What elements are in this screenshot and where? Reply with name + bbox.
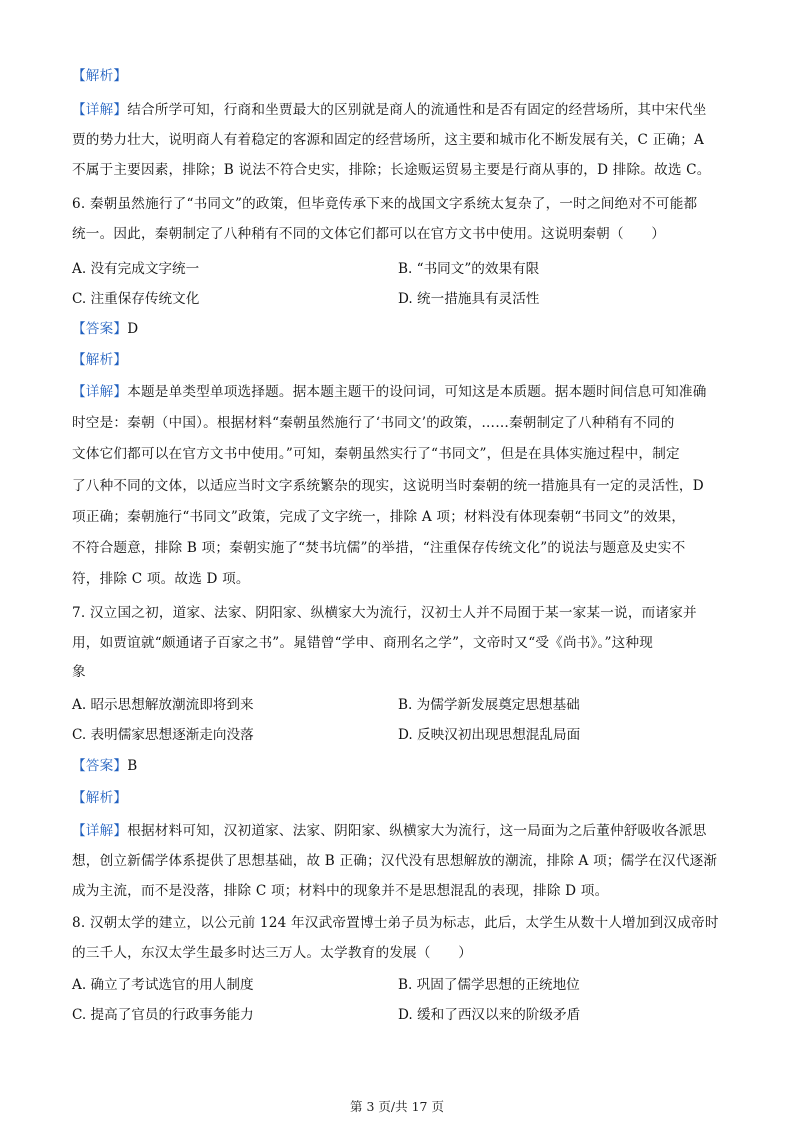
detail-line: 不符合题意，排除 B 项；秦朝实施了“焚书坑儒”的举措，“注重保存传统文化”的说法与题意及史实不 — [72, 540, 686, 556]
answer-tag: 【答案】 — [72, 758, 128, 774]
question-stem: 统一。因此，秦朝制定了八种稍有不同的文体它们都可以在官方文书中使用。这说明秦朝（ ） — [72, 226, 666, 242]
detail-line: 想，创立新儒学体系提供了思想基础，故 B 正确；汉代没有思想解放的潮流，排除 A 项；儒学在汉代逐渐 — [72, 853, 718, 869]
answer-tag: 【答案】 — [72, 321, 128, 337]
detail-tag: 【详解】 — [72, 384, 128, 400]
option-a: A. 确立了考试选官的用人制度 — [72, 977, 254, 993]
detail-line: 了八种不同的文体，以适应当时文字系统繁杂的现实，这说明当时秦朝的统一措施具有一定的灵活性，D — [72, 478, 704, 494]
question-stem: 7. 汉立国之初，道家、法家、阴阳家、纵横家大为流行，汉初士人并不局囿于某一家某一说，而诸家并 — [72, 605, 697, 621]
detail-line: 贾的势力壮大，说明商人有着稳定的客源和固定的经营场所，这主要和城市化不断发展有关，C 正确；A — [72, 132, 705, 148]
detail-line: 成为主流，而不是没落，排除 C 项；材料中的现象并不是思想混乱的表现，排除 D 项。 — [72, 883, 609, 899]
analysis-tag: 【解析】 — [72, 352, 128, 368]
page-number: 第 3 页/共 17 页 — [350, 1099, 444, 1114]
option-c: C. 注重保存传统文化 — [72, 291, 200, 307]
detail-line: 文体它们都可以在官方文书中使用。”可知，秦朝虽然实行了“书同文”，但是在具体实施过程中，制定 — [72, 446, 680, 462]
detail-line: 项正确；秦朝施行“书同文”政策，完成了文字统一，排除 A 项；材料没有体现秦朝“书同文”的效果， — [72, 509, 686, 525]
question-stem: 用，如贾谊就“颇通诸子百家之书”。晁错曾“学申、商刑名之学”，文帝时又“受《尚书》。”这种现 — [72, 635, 654, 651]
detail-line: 【详解】本题是单类型单项选择题。据本题主题干的设问词，可知这是本质题。据本题时间信息可知准确 — [72, 384, 707, 400]
analysis-tag: 【解析】 — [72, 790, 128, 806]
detail-tag: 【详解】 — [72, 102, 128, 118]
answer-line — [72, 756, 137, 776]
answer-value: B — [127, 758, 138, 774]
detail-line: 不属于主要因素，排除；B 说法不符合史实，排除；长途贩运贸易主要是行商从事的，D 排除。故选 C。 — [72, 162, 711, 178]
question-stem: 6. 秦朝虽然施行了“书同文”的政策，但毕竟传承下来的战国文字系统太复杂了，一时之间绝对不可能都 — [72, 196, 698, 212]
option-b: B. 巩固了儒学思想的正统地位 — [398, 977, 580, 993]
analysis-tag: 【解析】 — [72, 68, 128, 84]
option-c: C. 表明儒家思想逐渐走向没落 — [72, 727, 254, 743]
option-c: C. 提高了官员的行政事务能力 — [72, 1007, 254, 1023]
option-d: D. 缓和了西汉以来的阶级矛盾 — [398, 1007, 581, 1023]
option-a: A. 没有完成文字统一 — [72, 261, 200, 277]
option-b: B. “书同文”的效果有限 — [398, 261, 540, 277]
detail-line: 【详解】根据材料可知，汉初道家、法家、阴阳家、纵横家大为流行，这一局面为之后董仲舒吸收各派思 — [72, 823, 707, 839]
answer-value: D — [127, 321, 139, 337]
detail-line: 时空是：秦朝（中国）。根据材料“秦朝虽然施行了‘书同文’的政策，……秦朝制定了八种稍有不同的 — [72, 415, 675, 431]
question-stem: 象 — [72, 664, 86, 680]
option-a: A. 昭示思想解放潮流即将到来 — [72, 697, 254, 713]
option-d: D. 反映汉初出现思想混乱局面 — [398, 727, 581, 743]
answer-line — [72, 319, 138, 339]
detail-tag: 【详解】 — [72, 823, 128, 839]
option-d: D. 统一措施具有灵活性 — [398, 291, 540, 307]
question-stem: 8. 汉朝太学的建立，以公元前 124 年汉武帝置博士弟子员为标志，此后，太学生从数十人增加到汉成帝时 — [72, 915, 719, 931]
detail-line: 符，排除 C 项。故选 D 项。 — [72, 571, 250, 587]
detail-line: 【详解】结合所学可知，行商和坐贾最大的区别就是商人的流通性和是否有固定的经营场所，其中宋代坐 — [72, 102, 707, 118]
question-stem: 的三千人，东汉太学生最多时达三万人。太学教育的发展（ ） — [72, 945, 473, 961]
option-b: B. 为儒学新发展奠定思想基础 — [398, 697, 580, 713]
